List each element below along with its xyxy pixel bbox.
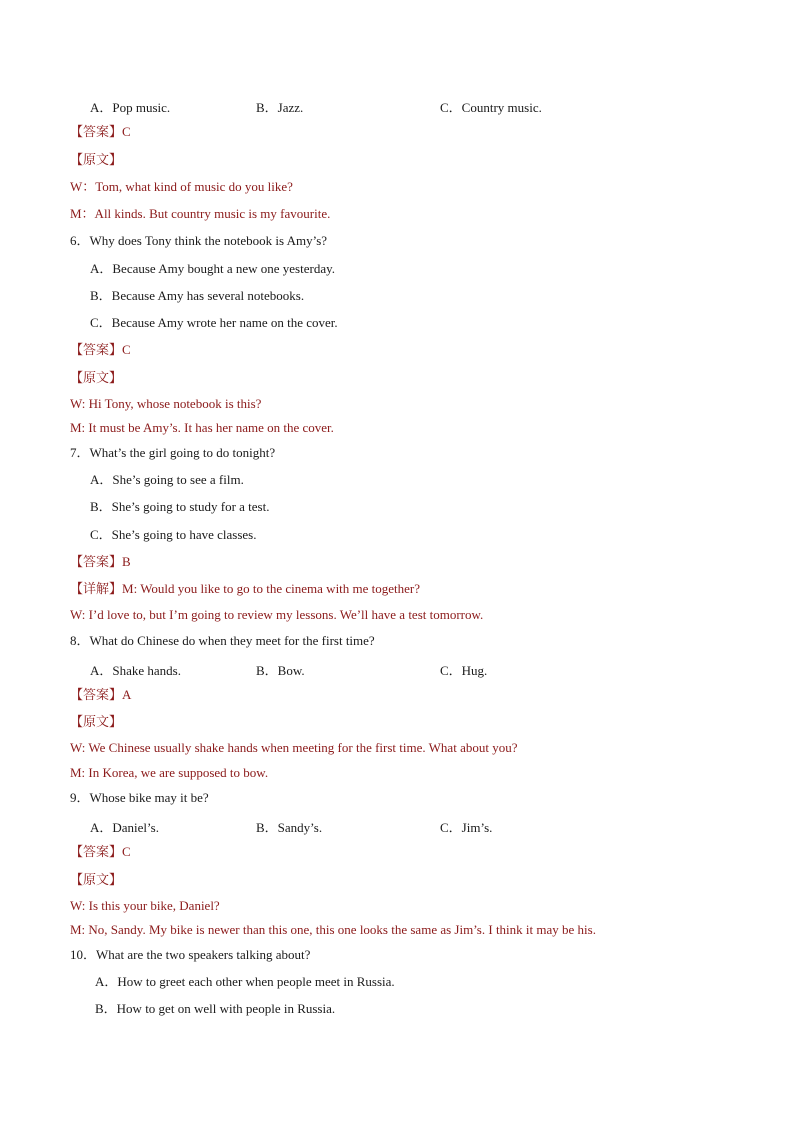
answer-choice: A．She’s going to see a film. xyxy=(90,472,244,487)
answer-option: A．Shake hands. xyxy=(90,663,181,678)
answer-tag-line xyxy=(70,581,420,597)
section-tag: 【答案】 xyxy=(70,342,123,357)
question-text: 10．What are the two speakers talking about? xyxy=(70,947,311,962)
question-text: 8．What do Chinese do when they meet for the first time? xyxy=(70,633,375,648)
answer-tag-line xyxy=(70,152,122,168)
answer-option: C．Country music. xyxy=(440,100,542,115)
transcript-line: W: Hi Tony, whose notebook is this? xyxy=(70,396,262,411)
transcript-line: W：Tom, what kind of music do you like? xyxy=(70,179,293,194)
tag-value: B xyxy=(122,554,131,569)
answer-choice: A．Because Amy bought a new one yesterday. xyxy=(90,261,336,276)
answer-choice: C．Because Amy wrote her name on the cover. xyxy=(90,315,338,330)
answer-choice: B．She’s going to study for a test. xyxy=(90,499,270,514)
section-tag: 【详解】 xyxy=(70,581,123,596)
answer-tag-line xyxy=(70,687,131,703)
answer-tag-line xyxy=(70,342,131,358)
section-tag: 【原文】 xyxy=(70,714,123,729)
answer-option: B．Jazz. xyxy=(256,100,304,115)
section-tag: 【原文】 xyxy=(70,370,123,385)
answer-tag-line xyxy=(70,554,131,570)
section-tag: 【答案】 xyxy=(70,844,123,859)
answer-choice: B．How to get on well with people in Russia. xyxy=(95,1001,336,1016)
transcript-line: M: No, Sandy. My bike is newer than this one, this one looks the same as Jim’s. I think it may be his. xyxy=(70,922,596,937)
answer-tag-line xyxy=(70,714,122,730)
tag-value: M: Would you like to go to the cinema with me together? xyxy=(122,581,421,596)
transcript-line: W: I’d love to, but I’m going to review my lessons. We’ll have a test tomorrow. xyxy=(70,607,484,622)
section-tag: 【答案】 xyxy=(70,687,123,702)
answer-choice: B．Because Amy has several notebooks. xyxy=(90,288,305,303)
section-tag: 【答案】 xyxy=(70,554,123,569)
answer-option: C．Hug. xyxy=(440,663,488,678)
question-text: 7．What’s the girl going to do tonight? xyxy=(70,445,276,460)
transcript-line: M：All kinds. But country music is my favourite. xyxy=(70,206,331,221)
transcript-line: W: Is this your bike, Daniel? xyxy=(70,898,220,913)
answer-choice: A．How to greet each other when people meet in Russia. xyxy=(95,974,395,989)
answer-option: C．Jim’s. xyxy=(440,820,493,835)
question-text: 9．Whose bike may it be? xyxy=(70,790,209,805)
transcript-line: M: In Korea, we are supposed to bow. xyxy=(70,765,269,780)
answer-tag-line xyxy=(70,370,122,386)
answer-tag-line xyxy=(70,844,131,860)
answer-option: B．Bow. xyxy=(256,663,305,678)
answer-tag-line xyxy=(70,872,122,888)
tag-value: A xyxy=(122,687,132,702)
tag-value: C xyxy=(122,342,131,357)
section-tag: 【原文】 xyxy=(70,872,123,887)
section-tag: 【原文】 xyxy=(70,152,123,167)
tag-value: C xyxy=(122,844,131,859)
answer-option: A．Pop music. xyxy=(90,100,171,115)
transcript-line: M: It must be Amy’s. It has her name on the cover. xyxy=(70,420,334,435)
answer-tag-line xyxy=(70,124,131,140)
transcript-line: W: We Chinese usually shake hands when meeting for the first time. What about you? xyxy=(70,740,518,755)
answer-option: A．Daniel’s. xyxy=(90,820,159,835)
question-text: 6．Why does Tony think the notebook is Amy’s? xyxy=(70,233,328,248)
answer-choice: C．She’s going to have classes. xyxy=(90,527,257,542)
tag-value: C xyxy=(122,124,131,139)
section-tag: 【答案】 xyxy=(70,124,123,139)
answer-option: B．Sandy’s. xyxy=(256,820,323,835)
